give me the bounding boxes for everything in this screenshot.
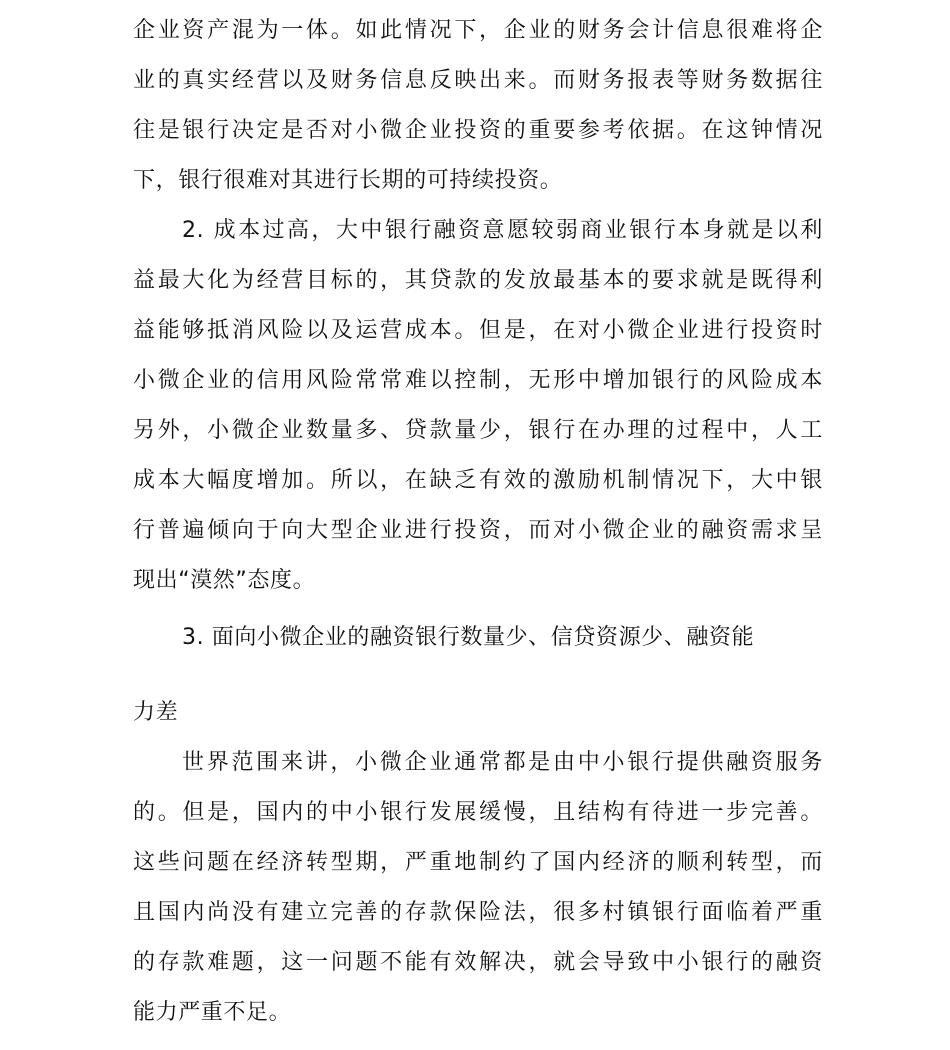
text-line: 的。但是，国内的中小银行发展缓慢，且结构有待进一步完善。 xyxy=(133,800,823,825)
section-heading-continuation: 力差 xyxy=(133,700,179,725)
text-line: 现出“漠然”态度。 xyxy=(133,568,316,593)
section-heading: 3. 面向小微企业的融资银行数量少、信贷资源少、融资能 xyxy=(182,625,755,650)
text-line: 2. 成本过高，大中银行融资意愿较弱商业银行本身就是以利 xyxy=(182,218,823,243)
text-line: 企业资产混为一体。如此情况下，企业的财务会计信息很难将企 xyxy=(133,18,823,43)
text-line: 益能够抵消风险以及运营成本。但是，在对小微企业进行投资时 xyxy=(133,318,823,343)
text-line: 益最大化为经营目标的，其贷款的发放最基本的要求就是既得利 xyxy=(133,268,823,293)
text-line: 的存款难题，这一问题不能有效解决，就会导致中小银行的融资 xyxy=(133,950,823,975)
text-line: 另外，小微企业数量多、贷款量少，银行在办理的过程中，人工 xyxy=(133,418,823,443)
text-line: 行普遍倾向于向大型企业进行投资，而对小微企业的融资需求呈 xyxy=(133,518,823,543)
text-line: 下，银行很难对其进行长期的可持续投资。 xyxy=(133,168,563,193)
text-line: 小微企业的信用风险常常难以控制，无形中增加银行的风险成本 xyxy=(133,368,823,393)
text-line: 能力严重不足。 xyxy=(133,1000,292,1025)
text-line: 成本大幅度增加。所以，在缺乏有效的激励机制情况下，大中银 xyxy=(133,468,823,493)
text-line: 世界范围来讲，小微企业通常都是由中小银行提供融资服务 xyxy=(182,750,823,775)
text-line: 这些问题在经济转型期，严重地制约了国内经济的顺利转型，而 xyxy=(133,850,823,875)
text-line: 业的真实经营以及财务信息反映出来。而财务报表等财务数据往 xyxy=(133,68,823,93)
text-line: 且国内尚没有建立完善的存款保险法，很多村镇银行面临着严重 xyxy=(133,900,823,925)
text-line: 往是银行决定是否对小微企业投资的重要参考依据。在这钟情况 xyxy=(133,118,823,143)
